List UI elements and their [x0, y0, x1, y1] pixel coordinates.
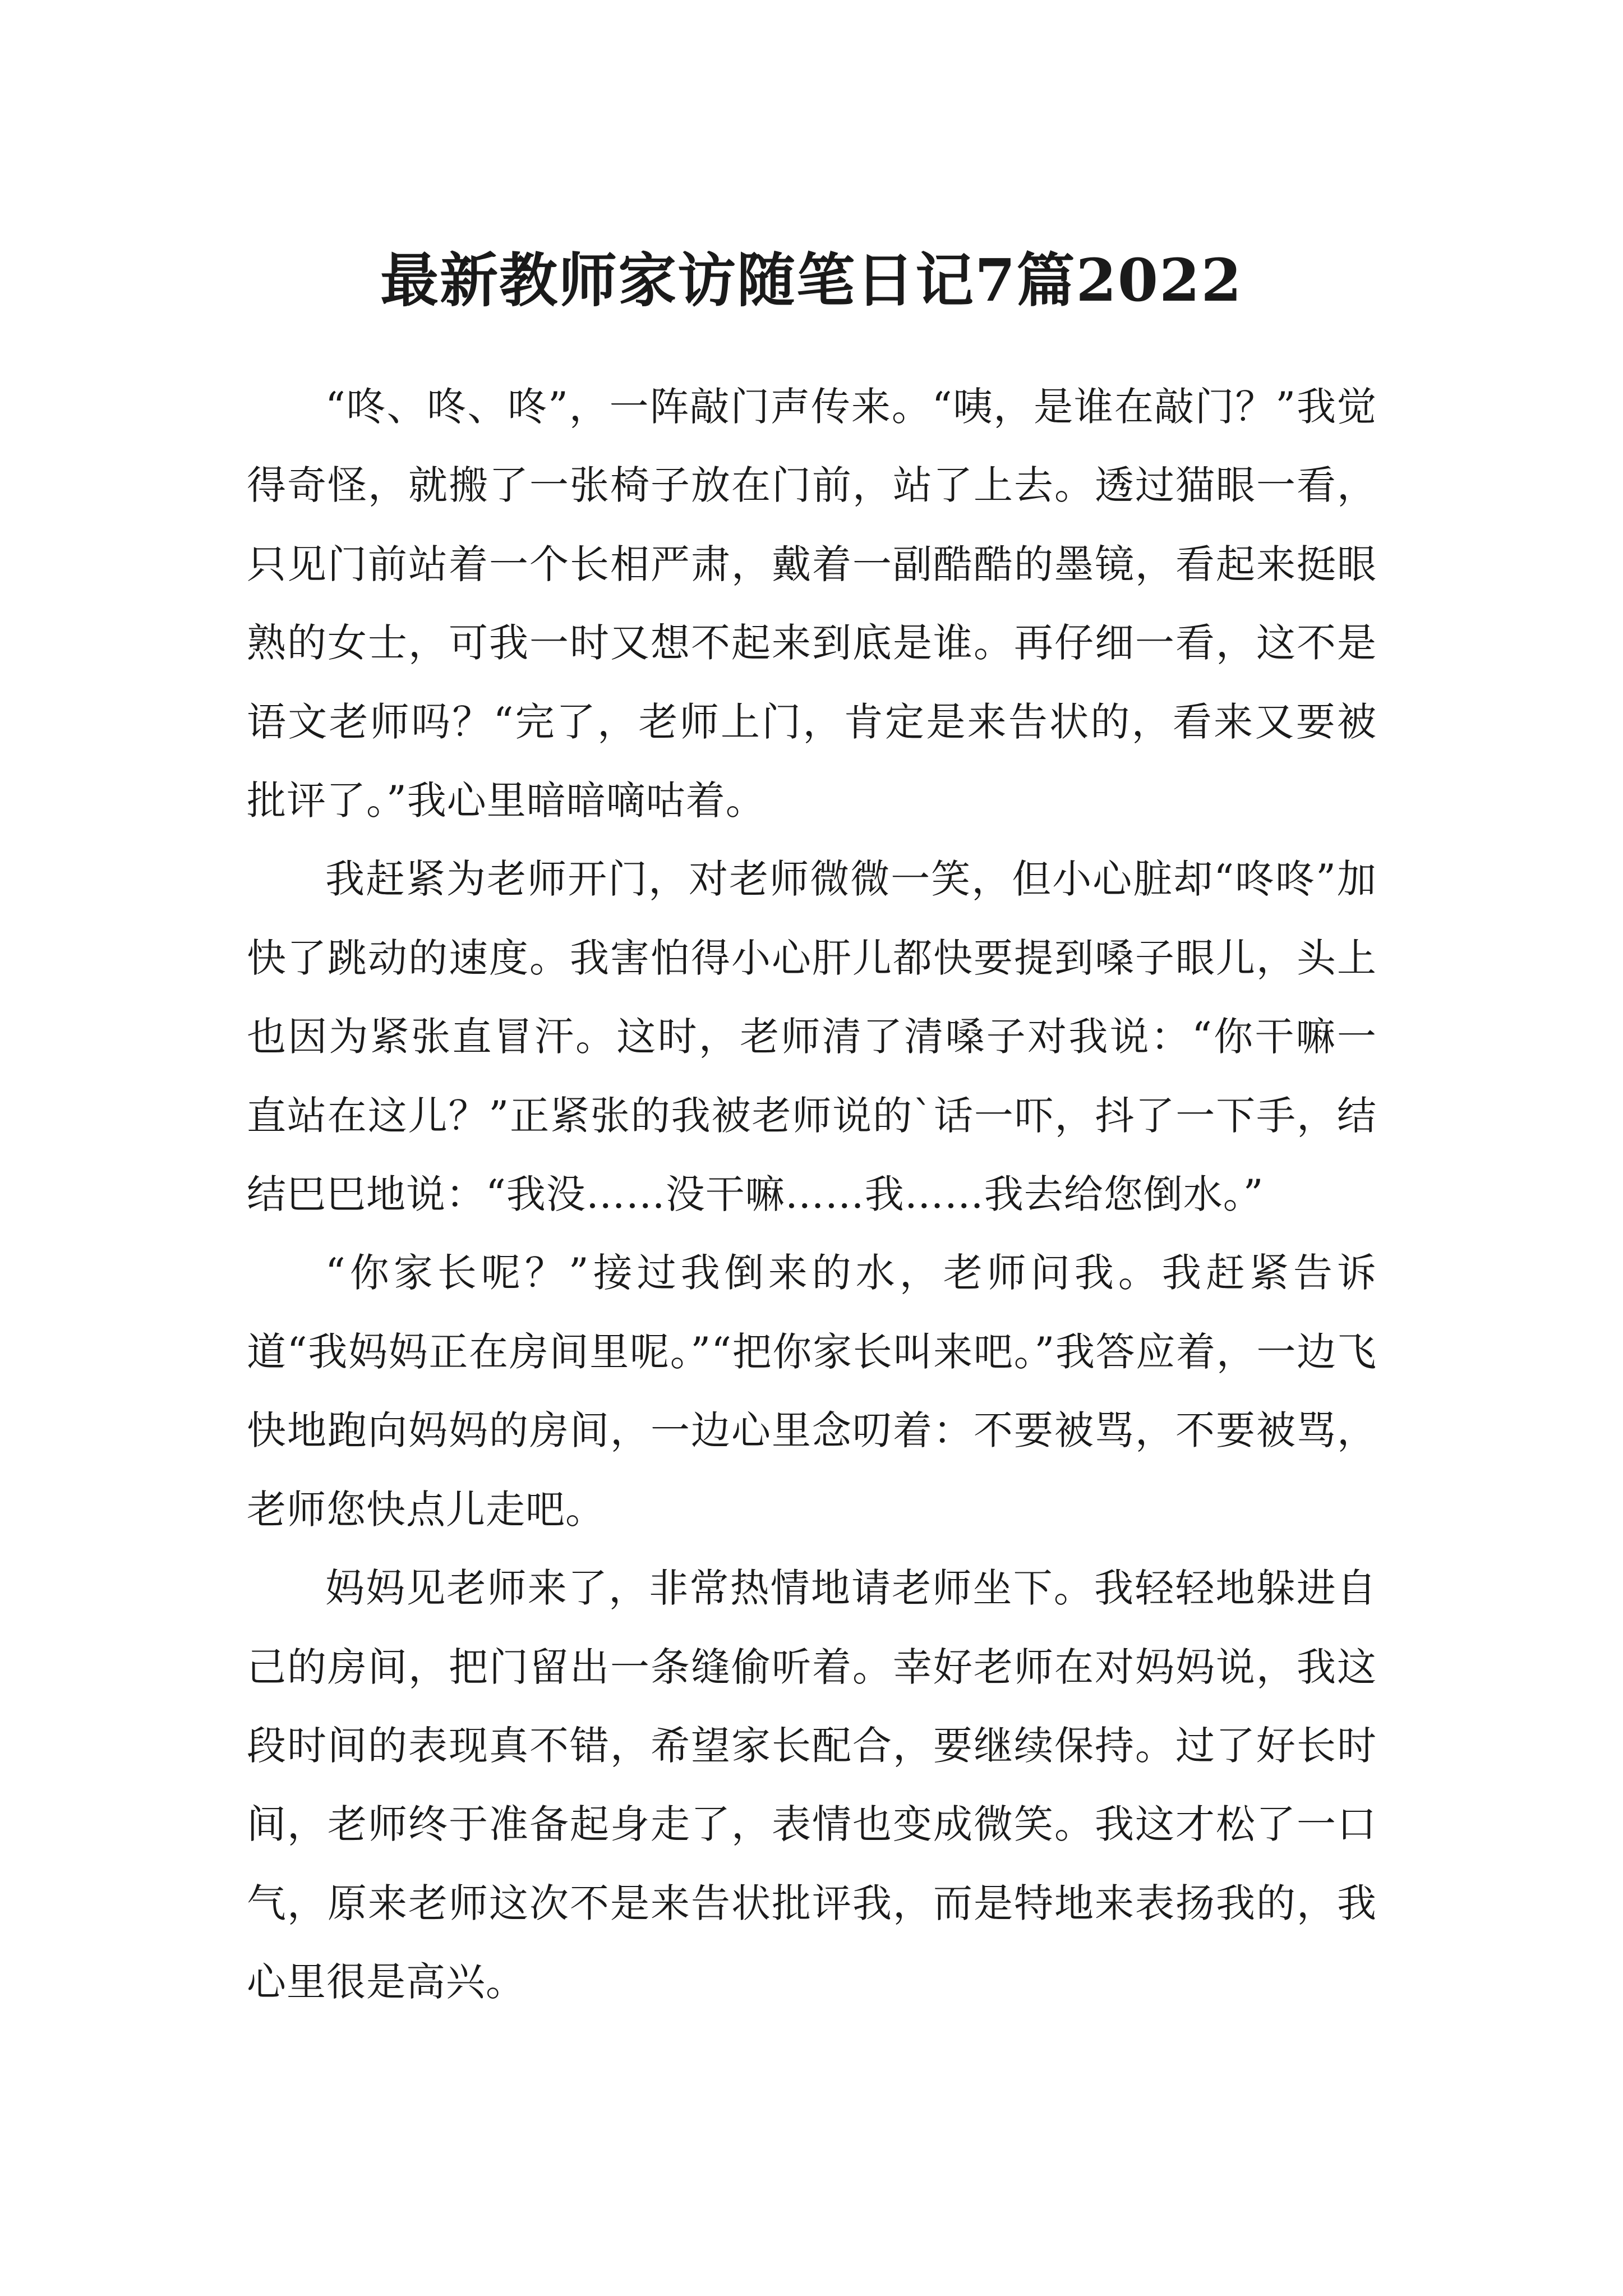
paragraph-1: “咚、咚、咚”，一阵敲门声传来。“咦，是谁在敲门？”我觉得奇怪，就搬了一张椅子放在门前，站了上去。透过猫眼一看，只见门前站着一个长相严肃，戴着一副酷酷的墨镜，看起来挺眼熟的女士，可我一时又想不起来到底是谁。再仔细一看，这不是语文老师吗？“完了，老师上门，肯定是来告状的，看来又要被批评了。”我心里暗暗嘀咕着。 — [247, 384, 1377, 824]
document-body — [247, 367, 1377, 2022]
document-title: 最新教师家访随笔日记7篇2022 — [380, 245, 1243, 315]
paragraph-2: 我赶紧为老师开门，对老师微微一笑，但小心脏却“咚咚”加快了跳动的速度。我害怕得小心肝儿都快要提到嗓子眼儿，头上也因为紧张直冒汗。这时，老师清了清嗓子对我说：“你干嘛一直站在这儿？”正紧张的我被老师说的`话一吓，抖了一下手，结结巴巴地说：“我没……没干嘛……我……我去给您倒水。” — [247, 856, 1377, 1218]
paragraph-4: 妈妈见老师来了，非常热情地请老师坐下。我轻轻地躲进自己的房间，把门留出一条缝偷听着。幸好老师在对妈妈说，我这段时间的表现真不错，希望家长配合，要继续保持。过了好长时间，老师终于准备起身走了，表情也变成微笑。我这才松了一口气，原来老师这次不是来告状批评我，而是特地来表扬我的，我心里很是高兴。 — [247, 1565, 1377, 2005]
paragraph-3: “你家长呢？”接过我倒来的水，老师问我。我赶紧告诉道“我妈妈正在房间里呢。”“把你家长叫来吧。”我答应着，一边飞快地跑向妈妈的房间，一边心里念叨着：不要被骂，不要被骂，老师您快点儿走吧。 — [247, 1250, 1377, 1533]
